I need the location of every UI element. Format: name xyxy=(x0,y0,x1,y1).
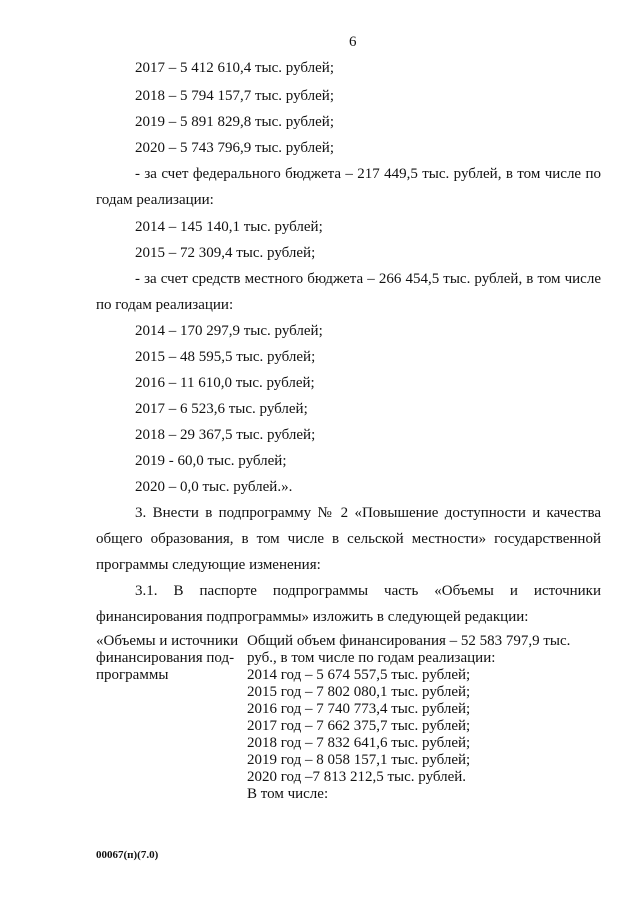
budget-line-2017: 2017 – 5 412 610,4 тыс. рублей; xyxy=(135,60,334,76)
passport-tail: В том числе: xyxy=(247,786,329,802)
passport-year-2014: 2014 год – 5 674 557,5 тыс. рублей; xyxy=(247,667,471,683)
page-number: 6 xyxy=(349,34,357,50)
item3-line3: программы следующие изменения: xyxy=(96,557,321,573)
federal-year-2014: 2014 – 145 140,1 тыс. рублей; xyxy=(135,219,323,235)
item31-line1: 3.1. В паспорте подпрограммы часть «Объемы и источники xyxy=(135,583,601,599)
passport-year-2020: 2020 год –7 813 212,5 тыс. рублей. xyxy=(247,769,467,785)
federal-year-2015: 2015 – 72 309,4 тыс. рублей; xyxy=(135,245,316,261)
item3-line1: 3. Внести в подпрограмму № 2 «Повышение доступности и качества xyxy=(135,505,601,521)
local-paragraph-line1: - за счет средств местного бюджета – 266 454,5 тыс. рублей, в том числе xyxy=(135,271,601,287)
budget-line-2019: 2019 – 5 891 829,8 тыс. рублей; xyxy=(135,114,334,130)
local-year-2018: 2018 – 29 367,5 тыс. рублей; xyxy=(135,427,316,443)
document-code: 00067(п)(7.0) xyxy=(96,849,159,861)
local-year-2014: 2014 – 170 297,9 тыс. рублей; xyxy=(135,323,323,339)
passport-total-line1 xyxy=(247,633,601,650)
item3-line2: общего образования, в том числе в сельской местности» государственной xyxy=(96,531,601,547)
passport-left-column xyxy=(96,633,244,684)
passport-left-line: финансирования под- xyxy=(96,650,235,666)
passport-left-line: «Объемы и источники xyxy=(96,633,239,649)
passport-year-2016: 2016 год – 7 740 773,4 тыс. рублей; xyxy=(247,701,471,717)
item31-line2: финансирования подпрограммы» изложить в следующей редакции: xyxy=(96,609,529,625)
federal-paragraph-line2: годам реализации: xyxy=(96,192,214,208)
passport-total-line2: руб., в том числе по годам реализации: xyxy=(247,650,496,666)
local-year-2019: 2019 - 60,0 тыс. рублей; xyxy=(135,453,287,469)
passport-right-column xyxy=(247,633,601,803)
passport-year-2015: 2015 год – 7 802 080,1 тыс. рублей; xyxy=(247,684,471,700)
local-year-2016: 2016 – 11 610,0 тыс. рублей; xyxy=(135,375,315,391)
local-year-2017: 2017 – 6 523,6 тыс. рублей; xyxy=(135,401,308,417)
passport-year-2018: 2018 год – 7 832 641,6 тыс. рублей; xyxy=(247,735,471,751)
passport-left-line: программы xyxy=(96,667,169,683)
local-year-2015: 2015 – 48 595,5 тыс. рублей; xyxy=(135,349,316,365)
passport-year-2019: 2019 год – 8 058 157,1 тыс. рублей; xyxy=(247,752,471,768)
local-year-2020: 2020 – 0,0 тыс. рублей.». xyxy=(135,479,293,495)
passport-year-2017: 2017 год – 7 662 375,7 тыс. рублей; xyxy=(247,718,471,734)
federal-paragraph-line1: - за счет федерального бюджета – 217 449,5 тыс. рублей, в том числе по xyxy=(135,166,601,182)
local-paragraph-line2: по годам реализации: xyxy=(96,297,234,313)
budget-line-2020: 2020 – 5 743 796,9 тыс. рублей; xyxy=(135,140,334,156)
budget-line-2018: 2018 – 5 794 157,7 тыс. рублей; xyxy=(135,88,334,104)
passport-total-text: Общий объем финансирования – 52 583 797,9 тыс. xyxy=(247,633,571,649)
